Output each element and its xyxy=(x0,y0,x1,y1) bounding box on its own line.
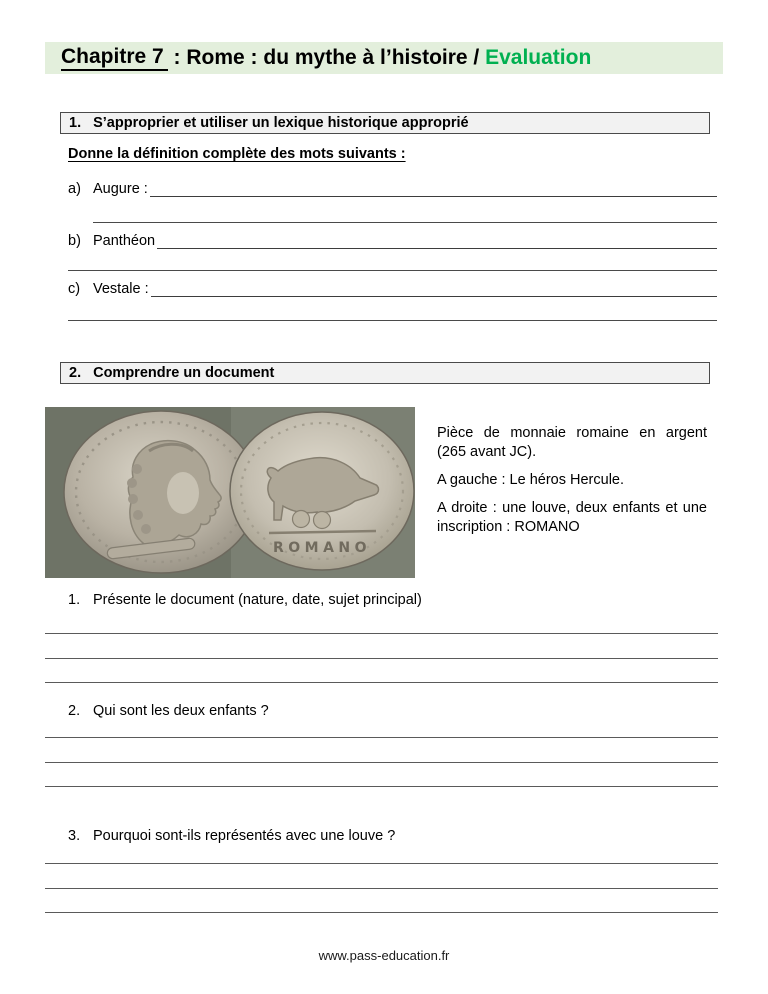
answer-line xyxy=(45,863,718,864)
definition-item-vestale xyxy=(68,276,717,297)
caption-line-2: A gauche : Le héros Hercule. xyxy=(437,472,625,488)
answer-line xyxy=(45,737,718,738)
section2-heading-box xyxy=(60,362,710,384)
item-label: a) xyxy=(68,181,81,197)
answer-line xyxy=(45,786,718,787)
wolf-coin xyxy=(230,412,414,570)
write-line xyxy=(150,178,717,197)
answer-line xyxy=(45,633,718,634)
title-text: : Rome : du mythe à l’histoire / xyxy=(167,46,486,69)
section1-heading-box xyxy=(60,112,710,134)
question-number: 1. xyxy=(68,592,81,608)
section1-heading: S’approprier et utiliser un lexique historique approprié xyxy=(93,115,469,131)
twin-right xyxy=(314,512,331,529)
write-line xyxy=(68,270,717,271)
chapter-title-band xyxy=(45,42,723,74)
write-line xyxy=(93,222,717,223)
answer-line xyxy=(45,888,718,889)
section2-number: 2. xyxy=(69,365,82,381)
definition-item-augure xyxy=(68,176,717,197)
item-word: Augure : xyxy=(93,181,148,197)
coin-photo xyxy=(45,407,415,578)
chapter-label: Chapitre 7 xyxy=(61,45,168,71)
document-caption xyxy=(437,424,707,546)
footer-url: www.pass-education.fr xyxy=(318,948,450,963)
twin-left xyxy=(293,511,310,528)
answer-line xyxy=(45,658,718,659)
write-line xyxy=(68,320,717,321)
question-text: Présente le document (nature, date, sujet principal) xyxy=(93,592,422,608)
section1-number: 1. xyxy=(69,115,82,131)
write-line xyxy=(157,230,717,249)
question-number: 2. xyxy=(68,703,81,719)
evaluation-label: Evaluation xyxy=(485,46,592,69)
item-word: Panthéon xyxy=(93,233,156,249)
question-text: Pourquoi sont-ils représentés avec une louve ? xyxy=(93,828,396,844)
question-number: 3. xyxy=(68,828,81,844)
question-1 xyxy=(68,592,718,608)
answer-line xyxy=(45,762,718,763)
definition-item-pantheon xyxy=(68,228,717,249)
coin-photo-image xyxy=(45,407,415,578)
coin-inscription: ROMANO xyxy=(272,540,372,556)
question-3 xyxy=(68,828,718,844)
answer-line xyxy=(45,682,718,683)
answer-line xyxy=(45,912,718,913)
question-text: Qui sont les deux enfants ? xyxy=(93,703,269,719)
item-word: Vestale : xyxy=(93,281,149,297)
caption-line-1: Pièce de monnaie romaine en argent (265 avant JC). xyxy=(437,425,707,460)
hercules-coin xyxy=(64,411,258,573)
write-line xyxy=(151,278,717,297)
item-label: b) xyxy=(68,233,81,249)
question-2 xyxy=(68,703,718,719)
caption-line-3: A droite : une louve, deux enfants et une inscription : ROMANO xyxy=(437,500,707,535)
definition-instruction: Donne la définition complète des mots suivants : xyxy=(68,146,406,162)
section2-heading: Comprendre un document xyxy=(93,365,275,381)
item-label: c) xyxy=(68,281,81,297)
